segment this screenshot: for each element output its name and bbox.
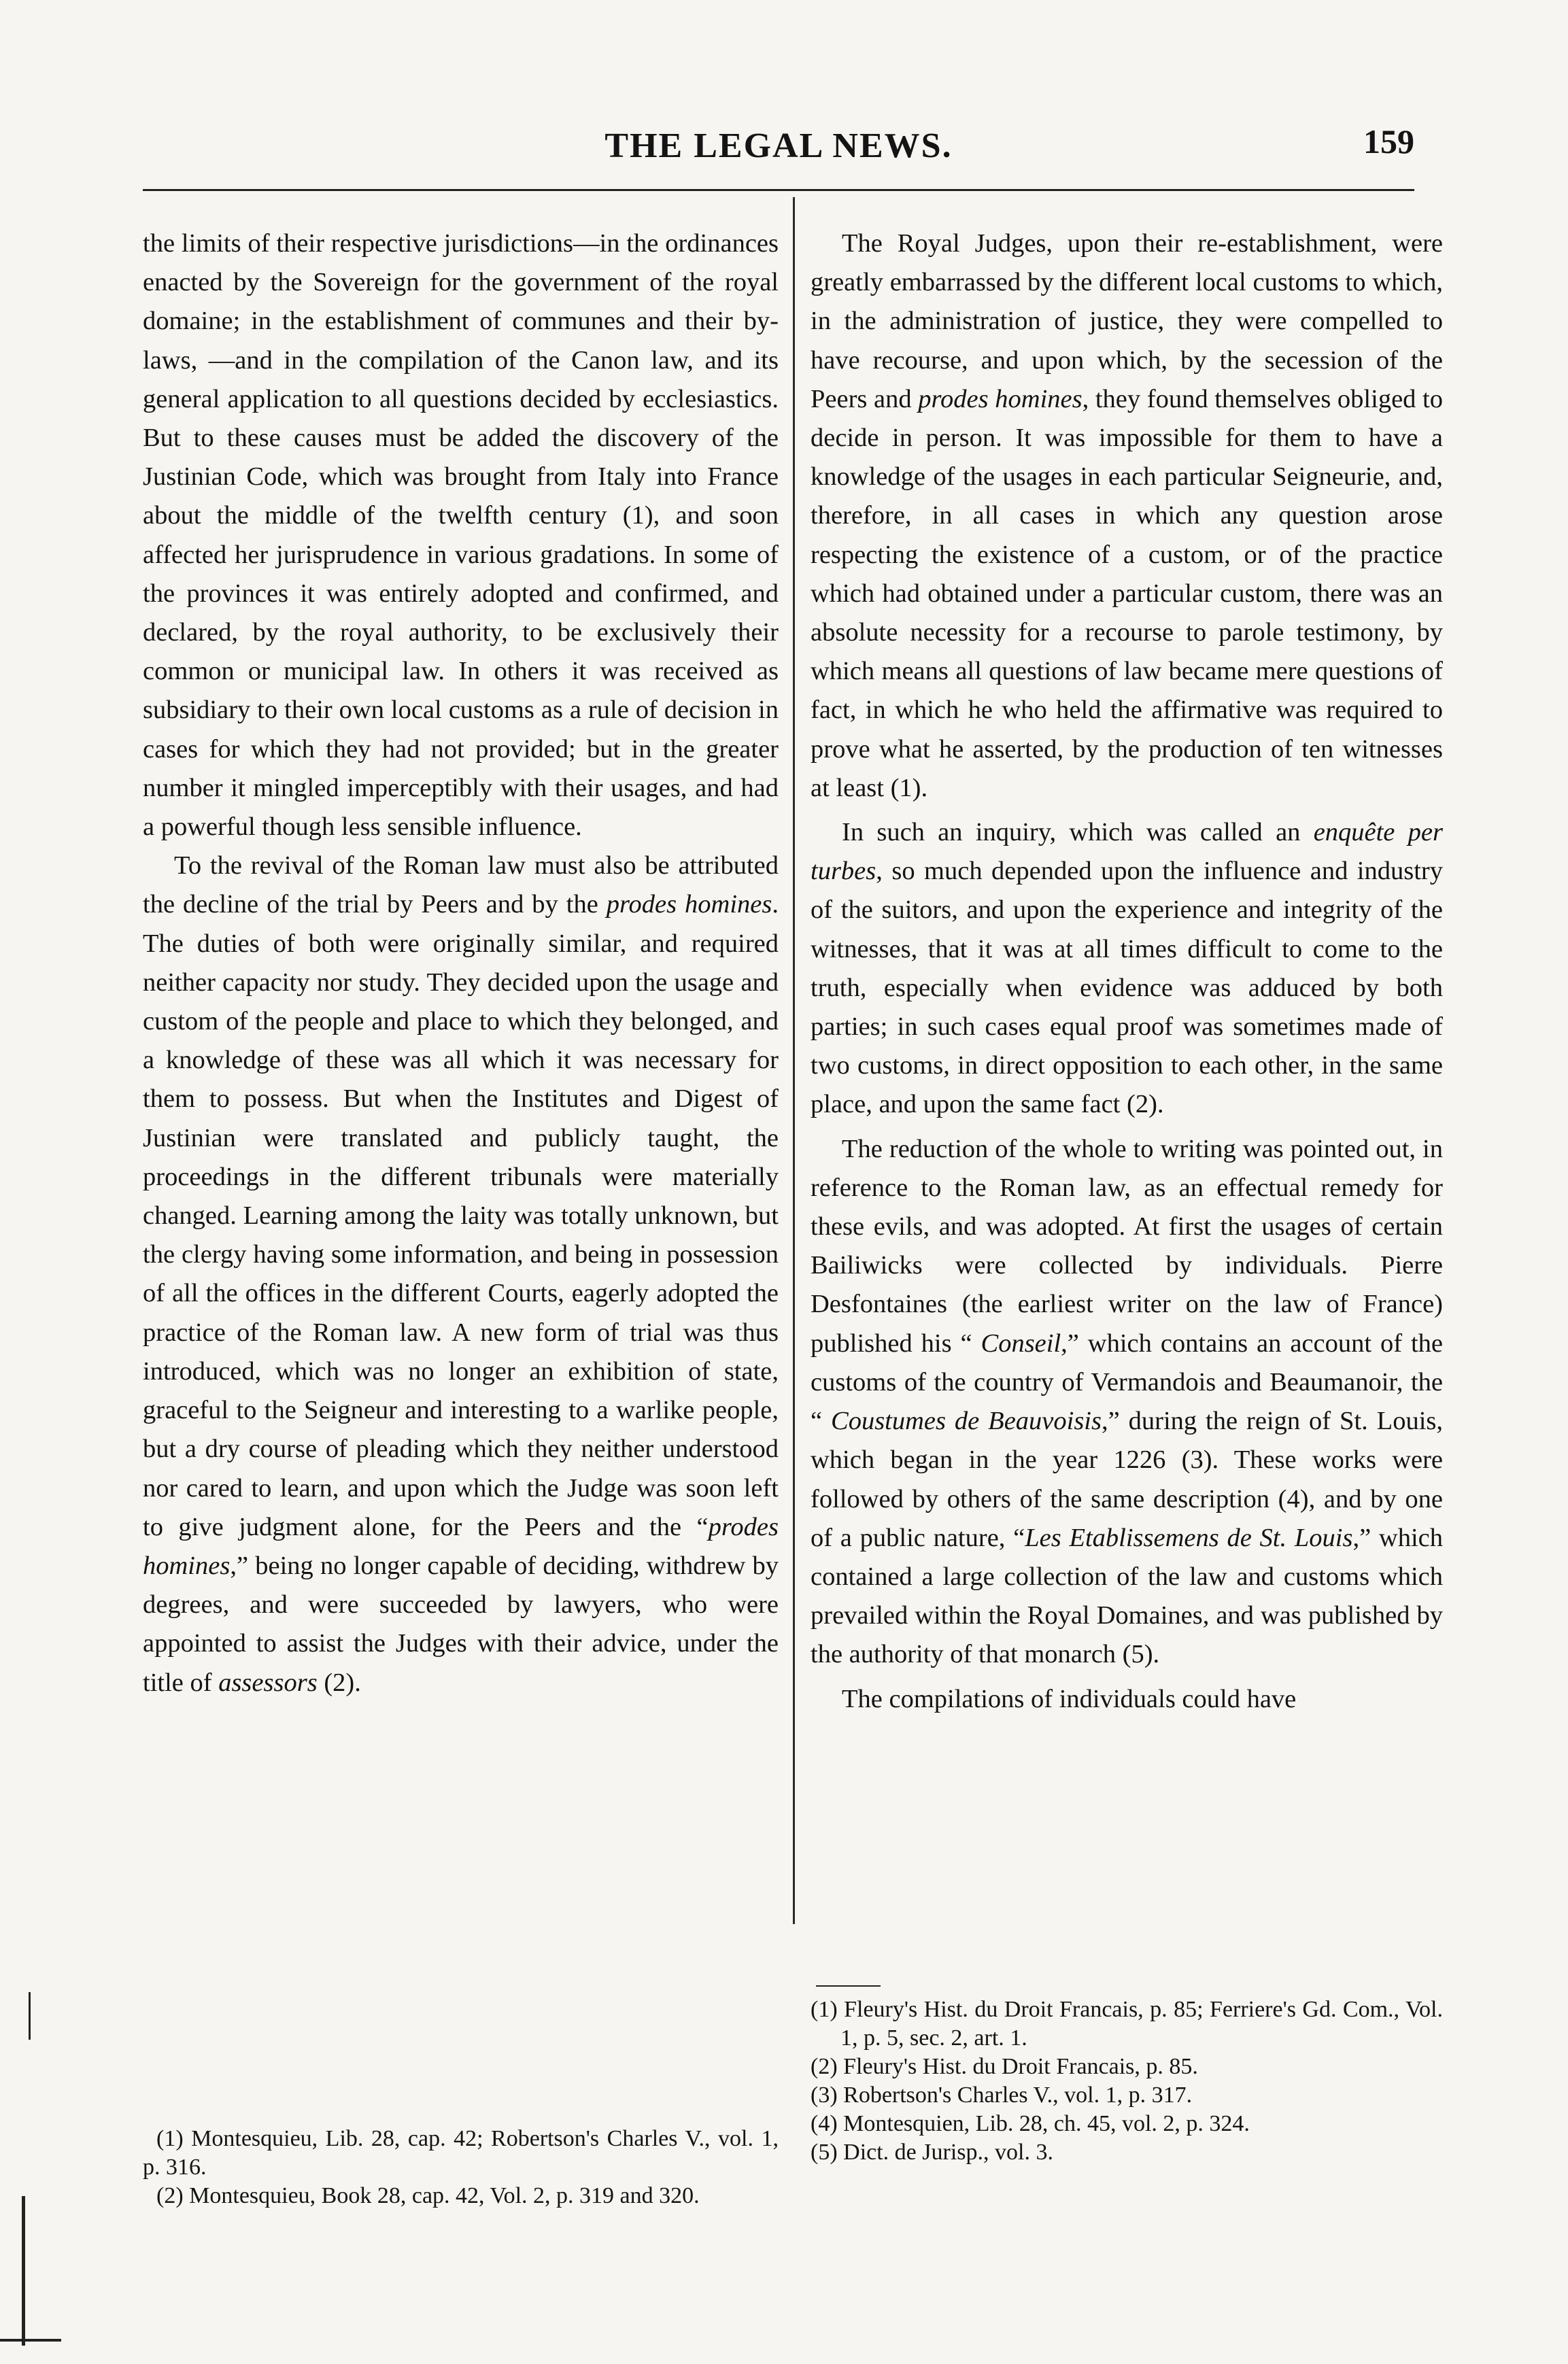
footnote-rule [816,1985,881,1987]
binding-mark [22,2196,25,2346]
right-paragraph-2: In such an inquiry, which was called an enquête per turbes, so much depended upon the influence and industry of the suitors, and upon the experience and integrity of the witnesses, that it was at all times difficult to come to the truth, especially when evidence was adduced by both parties; in such cases equal proof was sometimes made of two customs, in direct opposition to each other, in the same place, and upon the same fact (2). [811,818,1443,1119]
footnote: (3) Robertson's Charles V., vol. 1, p. 317. [811,2083,1193,2108]
footnotes-right [811,1995,1443,2167]
margin-tick [29,1992,31,2040]
footnote: (1) Montesquieu, Lib. 28, cap. 42; Robertson's Charles V., vol. 1, p. 316. [143,2126,779,2180]
footnote: (2) Fleury's Hist. du Droit Francais, p. 85. [811,2054,1198,2079]
footnote: (2) Montesquieu, Book 28, cap. 42, Vol. 2, p. 319 and 320. [156,2183,700,2208]
left-paragraph-1: the limits of their respective jurisdictions—in the ordinances enacted by the Sovereign for the government of the royal domaine; in the establishment of communes and their by-laws, —and in the compilation of the Canon law, and its general application to all questions decided by ecclesiastics. But to these causes must be added the discovery of the Justinian Code, which was brought from Italy into France about the middle of the twelfth century (1), and soon affected her jurisprudence in various gradations. In some of the provinces it was entirely adopted and confirmed, and declared, by the royal authority, to be exclusively their common or municipal law. In others it was received as subsidiary to their own local customs as a rule of decision in cases for which they had not provided; but in the greater number it mingled imperceptibly with their usages, and had a powerful though less sensible influence. [143,229,779,842]
header-rule [143,189,1414,191]
footnote: (5) Dict. de Jurisp., vol. 3. [811,2140,1053,2165]
footnotes-left [143,2125,779,2210]
running-title: THE LEGAL NEWS. [604,126,953,165]
right-paragraph-1: The Royal Judges, upon their re-establishment, were greatly embarrassed by the different local customs to which, in the administration of justice, they were compelled to have recourse, and upon which, by the secession of the Peers and prodes homines, they found themselves obliged to decide in person. It was impossible for them to have a knowledge of the usages in each particular Seigneurie, and, therefore, in all cases in which any question arose respecting the existence of a custom, or of the practice which had obtained under a particular custom, there was an absolute necessity for a recourse to parole testimony, by which means all questions of law became mere questions of fact, in which he who held the affirmative was required to prove what he asserted, by the production of ten witnesses at least (1). [811,229,1443,802]
page-header [143,122,1414,180]
left-paragraph-2: To the revival of the Roman law must also be attributed the decline of the trial by Peers and by the prodes homines. The duties of both were originally similar, and required neither capacity nor study. They decided upon the usage and custom of the people and place to which they belonged, and a knowledge of these was all which it was necessary for them to possess. But when the Institutes and Digest of Justinian were translated and publicly taught, the proceedings in the different tribunals were materially changed. Learning among the laity was totally unknown, but the clergy having some information, and being in possession of all the offices in the different Courts, eagerly adopted the practice of the Roman law. A new form of trial was thus introduced, which was no longer an exhibition of state, graceful to the Seigneur and interesting to a warlike people, but a dry course of pleading which they neither understood nor cared to learn, and upon which the Judge was soon left to give judgment alone, for the Peers and the “prodes homines,” being no longer capable of deciding, withdrew by degrees, and were succeeded by lawyers, who were appointed to assist the Judges with their advice, under the title of assessors (2). [143,851,779,1697]
footnote: (1) Fleury's Hist. du Droit Francais, p. 85; Ferriere's Gd. Com., Vol. 1, p. 5, sec. 2, art. 1. [811,1997,1443,2051]
column-divider [793,197,795,1924]
right-paragraph-3: The reduction of the whole to writing was pointed out, in reference to the Roman law, as an effectual remedy for these evils, and was adopted. At first the usages of certain Bailiwicks were collected by individuals. Pierre Desfontaines (the earliest writer on the law of France) published his “ Conseil,” which contains an account of the customs of the country of Vermandois and Beaumanoir, the “ Coustumes de Beauvoisis,” during the reign of St. Louis, which began in the year 1226 (3). These works were followed by others of the same description (4), and by one of a public nature, “Les Etablissemens de St. Louis,” which contained a large collection of the law and customs which prevailed within the Royal Domaines, and was published by the authority of that monarch (5). [811,1134,1444,1669]
footnote: (4) Montesquien, Lib. 28, ch. 45, vol. 2, p. 324. [811,2111,1250,2136]
left-column [143,224,779,1702]
right-column [811,224,1443,1719]
page-number: 159 [1363,122,1414,160]
right-paragraph-4: The compilations of individuals could have [842,1684,1297,1713]
binding-mark-foot [0,2339,61,2342]
